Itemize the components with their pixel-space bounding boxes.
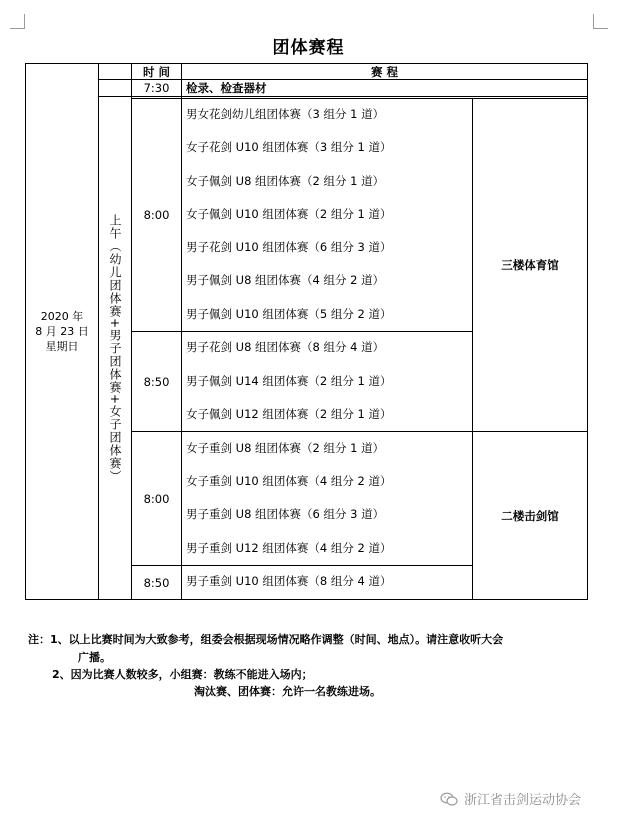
event-item: 女子重剑 U8 组团体赛（2 组分 1 道） xyxy=(186,441,385,455)
checkin-label: 检录、检查器材 xyxy=(186,81,267,95)
event-item: 女子佩剑 U8 组团体赛（2 组分 1 道） xyxy=(186,174,385,188)
header-time: 时 间 xyxy=(142,64,170,79)
event-item: 男子佩剑 U14 组团体赛（2 组分 1 道） xyxy=(186,374,392,388)
page-title: 团体赛程 xyxy=(272,38,345,58)
slot-time: 8:00 xyxy=(143,491,170,506)
venue-label: 二楼击剑馆 xyxy=(501,508,559,523)
event-item: 男子重剑 U8 组团体赛（6 组分 3 道） xyxy=(186,507,385,521)
slot-time: 8:50 xyxy=(143,374,170,389)
session-cell xyxy=(99,99,131,599)
note-line-1: 注：1、以上比赛时间为大致参考，组委会根据现场情况略作调整（时间、地点）。请注意收听大会 xyxy=(28,633,504,646)
event-item: 男子重剑 U12 组团体赛（4 组分 2 道） xyxy=(186,541,392,555)
wechat-icon xyxy=(440,792,458,806)
watermark-text: 浙江省击剑运动协会 xyxy=(464,793,582,808)
event-item: 男女花剑幼儿组团体赛（3 组分 1 道） xyxy=(186,107,385,121)
venue-label: 三楼体育馆 xyxy=(501,258,559,272)
event-item: 女子重剑 U10 组团体赛（4 组分 2 道） xyxy=(186,474,392,488)
note-line-1-cont: 广播。 xyxy=(78,651,111,664)
event-item: 男子花剑 U8 组团体赛（8 组分 4 道） xyxy=(186,340,385,354)
event-item: 女子花剑 U10 组团体赛（3 组分 1 道） xyxy=(186,140,392,154)
event-item: 男子佩剑 U8 组团体赛（4 组分 2 道） xyxy=(186,273,385,287)
date-weekday: 星期日 xyxy=(45,340,79,353)
slot-time: 8:00 xyxy=(143,208,170,222)
date-year: 2020 年 xyxy=(40,310,84,323)
page-corner-mark-left xyxy=(10,14,25,29)
date-day: 8 月 23 日 xyxy=(35,325,89,338)
event-item: 男子佩剑 U10 组团体赛（5 组分 2 道） xyxy=(186,307,392,321)
event-item: 男子花剑 U10 组团体赛（6 组分 3 道） xyxy=(186,240,392,254)
date-cell xyxy=(26,64,98,599)
page-corner-mark-right xyxy=(593,14,608,29)
checkin-time: 7:30 xyxy=(143,81,170,95)
header-schedule: 赛 程 xyxy=(370,64,398,79)
watermark xyxy=(440,789,581,808)
event-item: 女子佩剑 U12 组团体赛（2 组分 1 道） xyxy=(186,407,392,421)
session-label: 上午（幼儿团体赛+男子团体赛+女子团体赛） xyxy=(108,214,122,484)
note-line-3: 淘汰赛、团体赛：允许一名教练进场。 xyxy=(194,685,381,698)
note-line-2: 2、因为比赛人数较多，小组赛：教练不能进入场内； xyxy=(52,668,313,681)
event-item: 男子重剑 U10 组团体赛（8 组分 4 道） xyxy=(186,574,392,588)
event-item: 女子佩剑 U10 组团体赛（2 组分 1 道） xyxy=(186,207,392,221)
slot-time: 8:50 xyxy=(143,575,170,590)
